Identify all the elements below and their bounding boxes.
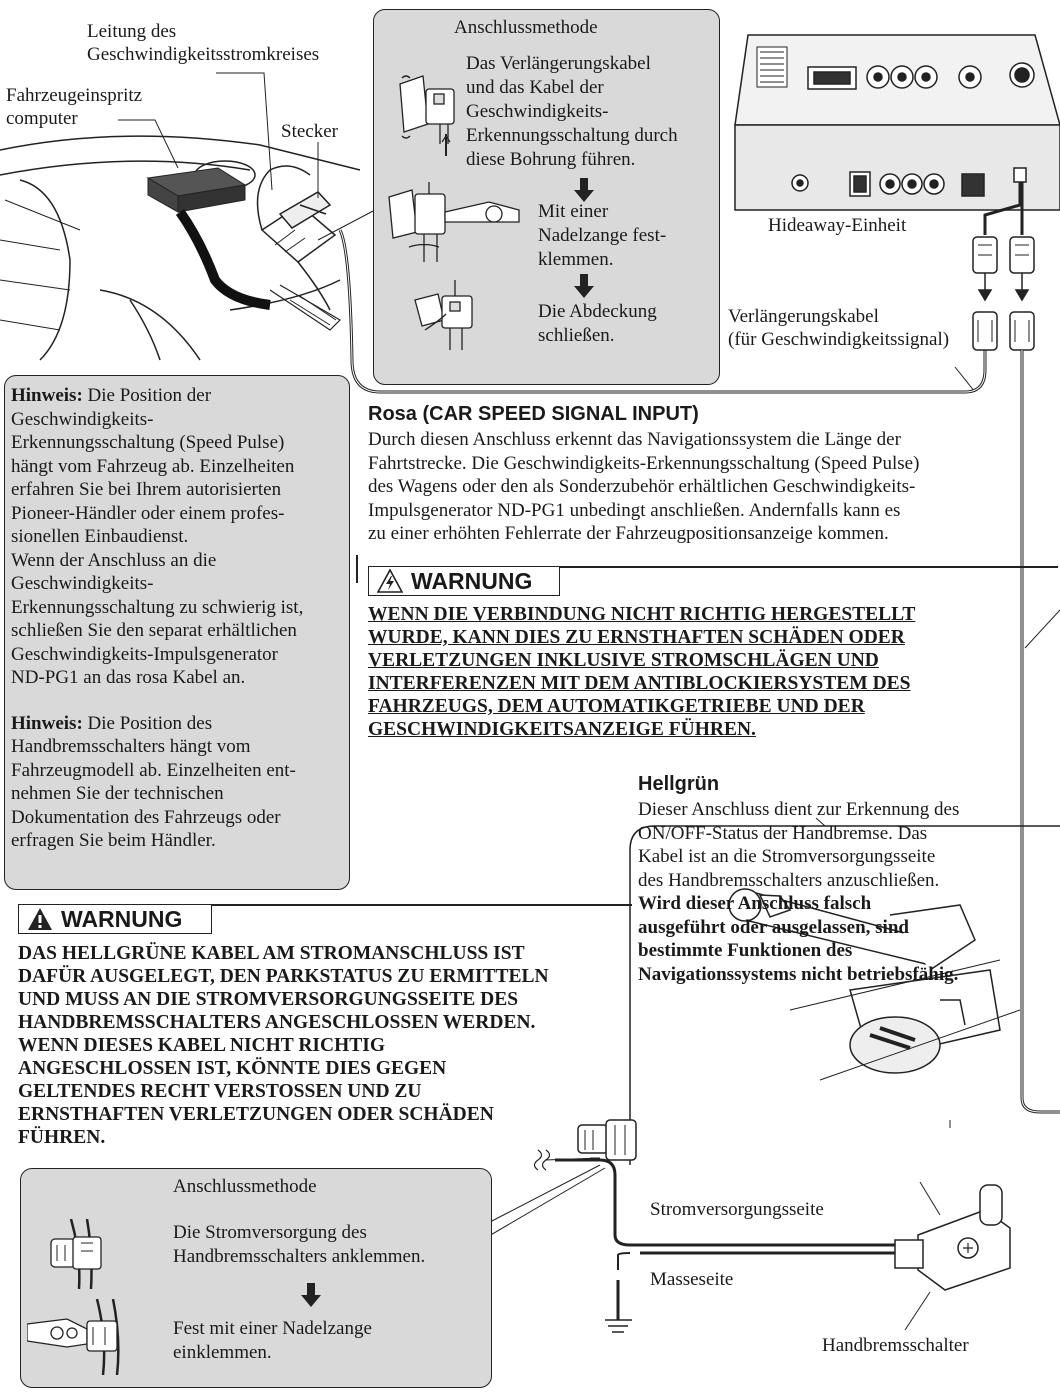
hellgruen-description: Dieser Anschluss dient zur Erkennung des ON/OFF-Status der Handbremse. Das Kabel ist an die Stromversorgungsseite des Handbremsschalters anzuschließen. Wird dieser Anschluss falsch ausgeführt oder ausgelassen, sind bestimmte Funktionen des Navigationssystems nicht betriebsfähig. <box>638 799 960 985</box>
method-bottom-title: Anschlussmethode <box>173 1176 317 1197</box>
warning1-rule <box>560 566 1058 568</box>
method-top-step1: Das Verlängerungskabel und das Kabel der Geschwindigkeits- Erkennungsschaltung durch diese Bohrung führen. <box>466 53 678 170</box>
tap-connector <box>578 1120 636 1160</box>
warning2-box <box>18 904 212 934</box>
method-panel-bottom <box>20 1168 492 1388</box>
method-bottom-step2: Fest mit einer Nadelzange einklemmen. <box>173 1318 372 1363</box>
note-panel-left <box>4 375 350 890</box>
pliers-clamp-icon <box>27 1299 157 1375</box>
warning1-box <box>368 566 560 596</box>
handbrake-switch-illustration <box>895 1185 1010 1290</box>
rosa-description: Durch diesen Anschluss erkennt das Navigationssystem die Länge der Fahrtstrecke. Die Geschwindigkeits-Erkennungsschaltung (Speed Pulse) des Wagens oder den als Sonderzubehör erhältlichen Geschwindigkeits- Impulsgenerator ND-PG1 unbedingt anschließen. Andernfalls kann es zu einer erhöhten Fehlerrate der Fahrzeugpositionsanzeige kommen. <box>368 429 920 544</box>
method-panel-top <box>373 9 720 385</box>
connector-label: Stecker <box>281 121 338 142</box>
method-top-step2: Mit einer Nadelzange fest- klemmen. <box>538 201 667 270</box>
injection-computer-label: Fahrzeugeinspritz computer <box>6 85 143 129</box>
warning2-rule <box>212 904 632 906</box>
extension-cable-label: Verlängerungskabel (für Geschwindigkeitssignal) <box>728 306 950 350</box>
circuit-lead-label: Leitung des Geschwindigkeitsstromkreises <box>87 21 320 65</box>
warning1-bracket <box>356 555 358 583</box>
method-top-step3: Die Abdeckung schließen. <box>538 301 657 346</box>
rosa-heading: Rosa (CAR SPEED SIGNAL INPUT) <box>368 403 699 425</box>
note-speed-pulse: Hinweis: Die Position der Geschwindigkeits- Erkennungsschaltung (Speed Pulse) hängt vom Fahrzeug ab. Einzelheiten erfahren Sie bei Ihrem autorisierten Pioneer-Händler oder einem profes- sionellen Einbaudienst. Wenn der Anschluss an die Geschwindigkeits- Erkennungsschaltung zu schwierig ist, schließen Sie den separat erhältlichen Geschwindigkeits-Impulsgenerator ND-PG1 an das rosa Kabel an. <box>11 385 304 688</box>
tap-clamp-icon <box>379 182 529 262</box>
arrow-down-icon <box>574 274 594 298</box>
hideaway-unit-illustration <box>735 35 1060 210</box>
hellgruen-heading: Hellgrün <box>638 773 720 795</box>
stecker-connector <box>258 166 336 310</box>
method-top-title: Anschlussmethode <box>454 17 598 38</box>
tap-insert-icon <box>388 64 468 164</box>
tap-close-icon <box>410 280 490 352</box>
power-side-label: Stromversorgungsseite <box>650 1199 824 1220</box>
injection-computer-box <box>148 168 270 305</box>
method-bottom-step1: Die Stromversorgung des Handbremsschalters anklemmen. <box>173 1222 426 1267</box>
warning2-title: WARNUNG <box>61 905 183 932</box>
arrow-down-icon <box>574 178 594 202</box>
warning1-title: WARNUNG <box>411 567 533 594</box>
warning2-text: DAS HELLGRÜNE KABEL AM STROMANSCHLUSS IST DAFÜR AUSGELEGT, DEN PARKSTATUS ZU ERMITTELN UND MUSS AN DIE STROMVERSORGUNGSSEITE DES HANDBREMSSCHALTERS ANGESCHLOSSEN WERDEN. WENN DIESES KABEL NICHT RICHTIG ANGESCHLOSSEN IST, KÖNNTE DIES GEGEN GELTENDES RECHT VERSTOSSEN UND ZU ERNSTHAFTEN VERLETZUNGEN ODER SCHÄDEN FÜHREN. <box>18 943 549 1148</box>
arrow-down-icon <box>301 1283 321 1307</box>
plug-connectors <box>973 237 1034 350</box>
exclamation-warning-icon <box>27 907 53 931</box>
hideaway-unit-label: Hideaway-Einheit <box>768 215 907 236</box>
handbrake-switch-label: Handbremsschalter <box>822 1335 969 1356</box>
note-handbrake: Hinweis: Die Position des Handbremsschalters hängt vom Fahrzeugmodell ab. Einzelheiten ent- nehmen Sie der technischen Dokumentation des Fahrzeugs oder erfragen Sie beim Händler. <box>11 712 296 851</box>
ground-side-label: Masseseite <box>650 1269 734 1290</box>
clamp-wire-icon <box>41 1219 131 1289</box>
lightning-warning-icon <box>377 569 403 593</box>
switch-wires <box>555 1160 895 1332</box>
warning1-text: WENN DIE VERBINDUNG NICHT RICHTIG HERGESTELLT WURDE, KANN DIES ZU ERNSTHAFTEN SCHÄDEN ODER VERLETZUNGEN INKLUSIVE STROMSCHLÄGEN UND INTERFERENZEN MIT DEM ANTIBLOCKIERSYSTEM DES FAHRZEUGS, DEM AUTOMATIKGETRIEBE UND DER GESCHWINDIGKEITSANZEIGE FÜHREN. <box>368 604 916 740</box>
